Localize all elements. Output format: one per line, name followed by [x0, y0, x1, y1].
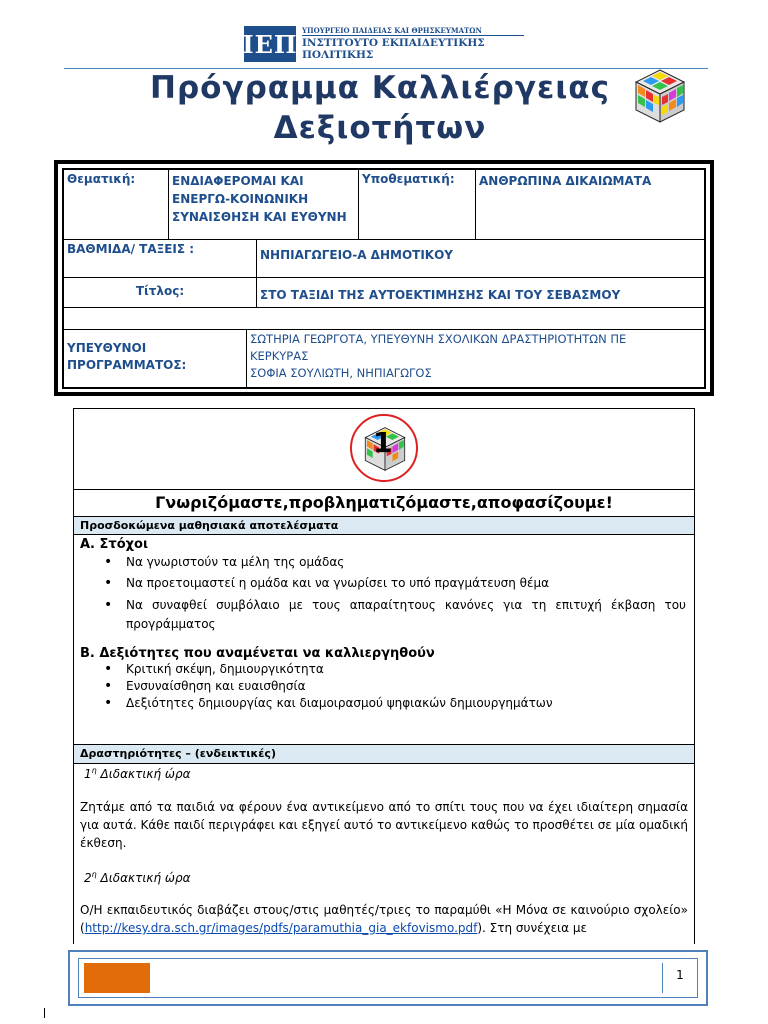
outcomes-section	[74, 537, 694, 712]
responsible-label: ΥΠΕΥΘΥΝΟΙ ΠΡΟΓΡΑΜΜΑΤΟΣ:	[67, 341, 187, 372]
activities-label: Δραστηριότητες – (ενδεικτικές)	[74, 745, 694, 763]
lesson-number-badge	[350, 414, 418, 482]
story-pdf-link[interactable]: http://kesy.dra.sch.gr/images/pdfs/paramuthia_gia_ekfovismo.pdf	[84, 921, 478, 935]
responsible-names: ΣΩΤΗΡΙΑ ΓΕΩΡΓΟΤΑ, ΥΠΕΥΘΥΝΗ ΣΧΟΛΙΚΩΝ ΔΡΑΣΤΗΡΙΟΤΗΤΩΝ ΠΕ ΚΕΡΚΥΡΑΣ ΣΟΦΙΑ ΣΟΥΛΙΩΤΗ, ΝΗΠΙΑΓΩΓΟΣ	[250, 332, 627, 380]
thematic-row	[64, 170, 704, 240]
lesson-badge-section	[74, 409, 694, 489]
skills-list	[104, 661, 686, 712]
title-label: Τίτλος:	[135, 284, 185, 298]
responsible-row	[64, 330, 704, 389]
hour-1-text: Ζητάμε από τα παιδιά να φέρουν ένα αντικείμενο από το σπίτι τους που να έχει ιδιαίτερη σημασία για αυτά. Κάθε παιδί περιγράφει και εξηγεί αυτό το αντικείμενο καθώς το προσθέτει σε μία ομαδική έκθεση.	[80, 800, 688, 850]
institute-name: ΙΝΣΤΙΤΟΥΤΟ ΕΚΠΑΙΔΕΥΤΙΚΗΣ ΠΟΛΙΤΙΚΗΣ	[302, 35, 524, 61]
title-value: ΣΤΟ ΤΑΞΙΔΙ ΤΗΣ ΑΥΤΟΕΚΤΙΜΗΣΗΣ ΚΑΙ ΤΟΥ ΣΕΒΑΣΜΟΥ	[260, 288, 621, 302]
hour-2-text: Ο/Η εκπαιδευτικός διαβάζει στους/στις μαθητές/τριες το παραμύθι «Η Μόνα σε καινούριο σχολείο» (http://kesy.dra.sch.gr/images/pdfs/paramuthia_gia_ekfovismo.pdf). Στη συνέχεια με	[80, 903, 688, 935]
list-item: • Κριτική σκέψη, δημιουργικότητα	[104, 661, 686, 678]
outcomes-label: Προσδοκώμενα μαθησιακά αποτελέσματα	[74, 517, 694, 534]
skills-title: Β. Δεξιότητες που αναμένεται να καλλιεργηθούν	[80, 646, 435, 661]
list-item: • Να γνωριστούν τα μέλη της ομάδας	[104, 553, 686, 572]
subthematic-label: Υποθεματική:	[362, 172, 455, 186]
lesson-table	[73, 408, 695, 944]
grade-row	[64, 240, 704, 278]
title-row	[64, 278, 704, 308]
activities-section	[74, 766, 694, 937]
iep-logo	[244, 24, 524, 64]
page-number: 1	[676, 968, 684, 982]
grade-label: ΒΑΘΜΙΔΑ/ ΤΑΞΕΙΣ :	[67, 242, 195, 256]
lesson-heading: Γνωριζόμαστε,προβληματιζόμαστε,αποφασίζουμε!	[155, 493, 613, 512]
rubik-cube-icon	[632, 66, 688, 126]
thematic-value: ΕΝΔΙΑΦΕΡΟΜΑΙ ΚΑΙ ΕΝΕΡΓΩ-ΚΟΙΝΩΝΙΚΗ ΣΥΝΑΙΣΘΗΣΗ ΚΑΙ ΕΥΘΥΝΗ	[172, 174, 347, 224]
list-item: • Δεξιότητες δημιουργίας και διαμοιρασμού ψηφιακών δημιουργημάτων	[104, 695, 686, 712]
footer-accent-block	[84, 963, 150, 993]
program-info-table	[62, 168, 706, 389]
footer-divider	[662, 963, 663, 993]
goals-list	[104, 553, 686, 634]
hour-2-label: $2^\eta$ Διδακτική ώρα	[84, 870, 191, 885]
hour-1-label: $1^\eta$ Διδακτική ώρα	[84, 766, 191, 781]
footer-bar	[78, 958, 698, 998]
page-title-line-1: Πρόγραμμα Καλλιέργειας	[150, 70, 610, 106]
iep-logo-text	[302, 27, 524, 61]
list-item: • Ενσυναίσθηση και ευαισθησία	[104, 678, 686, 695]
subthematic-value: ΑΝΘΡΩΠΙΝΑ ΔΙΚΑΙΩΜΑΤΑ	[479, 174, 652, 188]
list-item: • Να προετοιμαστεί η ομάδα και να γνωρίσει το υπό πραγμάτευση θέμα	[104, 574, 686, 593]
page-title	[90, 68, 670, 148]
iep-logo-mark: ΙΕΠ	[244, 26, 296, 62]
page-title-line-2: Δεξιοτήτων	[273, 110, 487, 146]
goals-title: Α. Στόχοι	[80, 537, 149, 552]
corner-mark	[44, 1008, 45, 1018]
ministry-name: ΥΠΟΥΡΓΕΙΟ ΠΑΙΔΕΙΑΣ ΚΑΙ ΘΡΗΣΚΕΥΜΑΤΩΝ	[302, 25, 482, 35]
spacer-row	[64, 308, 704, 330]
lesson-number: 1	[373, 426, 393, 459]
grade-value: ΝΗΠΙΑΓΩΓΕΙΟ-Α ΔΗΜΟΤΙΚΟΥ	[260, 248, 453, 262]
list-item: • Να συναφθεί συμβόλαιο με τους απαραίτητους κανόνες για τη επιτυχή έκβαση του προγράμματος	[104, 596, 686, 634]
thematic-label: Θεματική:	[67, 172, 136, 186]
